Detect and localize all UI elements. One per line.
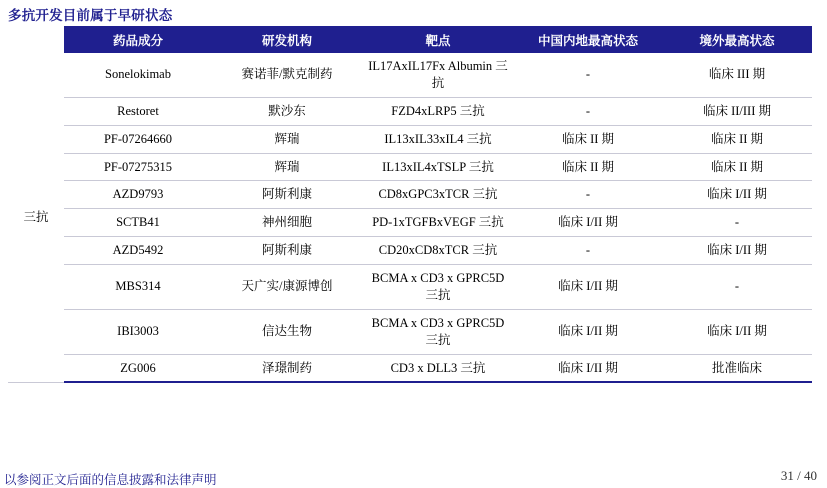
cell-drug-name: MBS314 [64,265,212,310]
cell-cn-status: 临床 II 期 [514,125,662,153]
cell-org: 默沙东 [212,97,362,125]
cell-ow-status: 临床 III 期 [662,53,812,97]
cell-org: 天广实/康源博创 [212,265,362,310]
table-header-cell-0 [8,26,64,53]
cell-target: PD-1xTGFBxVEGF 三抗 [362,209,514,237]
table-row [8,237,812,265]
cell-target: IL17AxIL17Fx Albumin 三抗 [362,53,514,97]
cell-ow-status: 临床 II/III 期 [662,97,812,125]
cell-drug-name: AZD9793 [64,181,212,209]
cell-cn-status: 临床 II 期 [514,153,662,181]
cell-drug-name: SCTB41 [64,209,212,237]
footer-disclaimer: 以参阅正文后面的信息披露和法律声明 [4,473,217,487]
cell-drug-name: ZG006 [64,354,212,382]
cell-org: 信达生物 [212,309,362,354]
cell-cn-status: - [514,53,662,97]
page-title: 多抗开发目前属于早研状态 [8,8,173,23]
cell-org: 赛诺菲/默克制药 [212,53,362,97]
cell-ow-status: 批准临床 [662,354,812,382]
cell-target: FZD4xLRP5 三抗 [362,97,514,125]
cell-drug-name: PF-07275315 [64,153,212,181]
row-group-label: 三抗 [8,53,64,382]
table-row [8,181,812,209]
cell-ow-status: 临床 II 期 [662,125,812,153]
cell-ow-status: - [662,209,812,237]
table-header-row [8,26,812,53]
cell-drug-name: PF-07264660 [64,125,212,153]
cell-org: 阿斯利康 [212,181,362,209]
table-row [8,209,812,237]
cell-drug-name: AZD5492 [64,237,212,265]
table-row [8,265,812,310]
drug-table [8,26,812,383]
table-row [8,354,812,382]
drug-table-container [8,26,812,383]
cell-org: 泽璟制药 [212,354,362,382]
cell-target: CD8xGPC3xTCR 三抗 [362,181,514,209]
cell-cn-status: 临床 I/II 期 [514,209,662,237]
cell-target: CD3 x DLL3 三抗 [362,354,514,382]
table-header [8,26,812,53]
cell-target: BCMA x CD3 x GPRC5D 三抗 [362,309,514,354]
cell-ow-status: - [662,265,812,310]
cell-cn-status: 临床 I/II 期 [514,265,662,310]
cell-cn-status: - [514,237,662,265]
table-header-cell-5: 境外最高状态 [662,26,812,53]
cell-ow-status: 临床 II 期 [662,153,812,181]
table-header-cell-1: 药品成分 [64,26,212,53]
cell-cn-status: 临床 I/II 期 [514,354,662,382]
cell-target: IL13xIL4xTSLP 三抗 [362,153,514,181]
cell-cn-status: - [514,181,662,209]
cell-org: 辉瑞 [212,153,362,181]
cell-ow-status: 临床 I/II 期 [662,181,812,209]
table-header-cell-3: 靶点 [362,26,514,53]
cell-cn-status: - [514,97,662,125]
cell-drug-name: Sonelokimab [64,53,212,97]
cell-target: IL13xIL33xIL4 三抗 [362,125,514,153]
table-row [8,97,812,125]
cell-target: BCMA x CD3 x GPRC5D 三抗 [362,265,514,310]
table-header-cell-4: 中国内地最高状态 [514,26,662,53]
table-row [8,153,812,181]
cell-drug-name: IBI3003 [64,309,212,354]
cell-org: 阿斯利康 [212,237,362,265]
table-body [8,53,812,382]
table-header-cell-2: 研发机构 [212,26,362,53]
cell-ow-status: 临床 I/II 期 [662,309,812,354]
cell-org: 辉瑞 [212,125,362,153]
table-row [8,309,812,354]
cell-drug-name: Restoret [64,97,212,125]
table-row [8,53,812,97]
cell-ow-status: 临床 I/II 期 [662,237,812,265]
cell-target: CD20xCD8xTCR 三抗 [362,237,514,265]
cell-org: 神州细胞 [212,209,362,237]
page-number: 31 / 40 [780,468,817,483]
cell-cn-status: 临床 I/II 期 [514,309,662,354]
table-row [8,125,812,153]
